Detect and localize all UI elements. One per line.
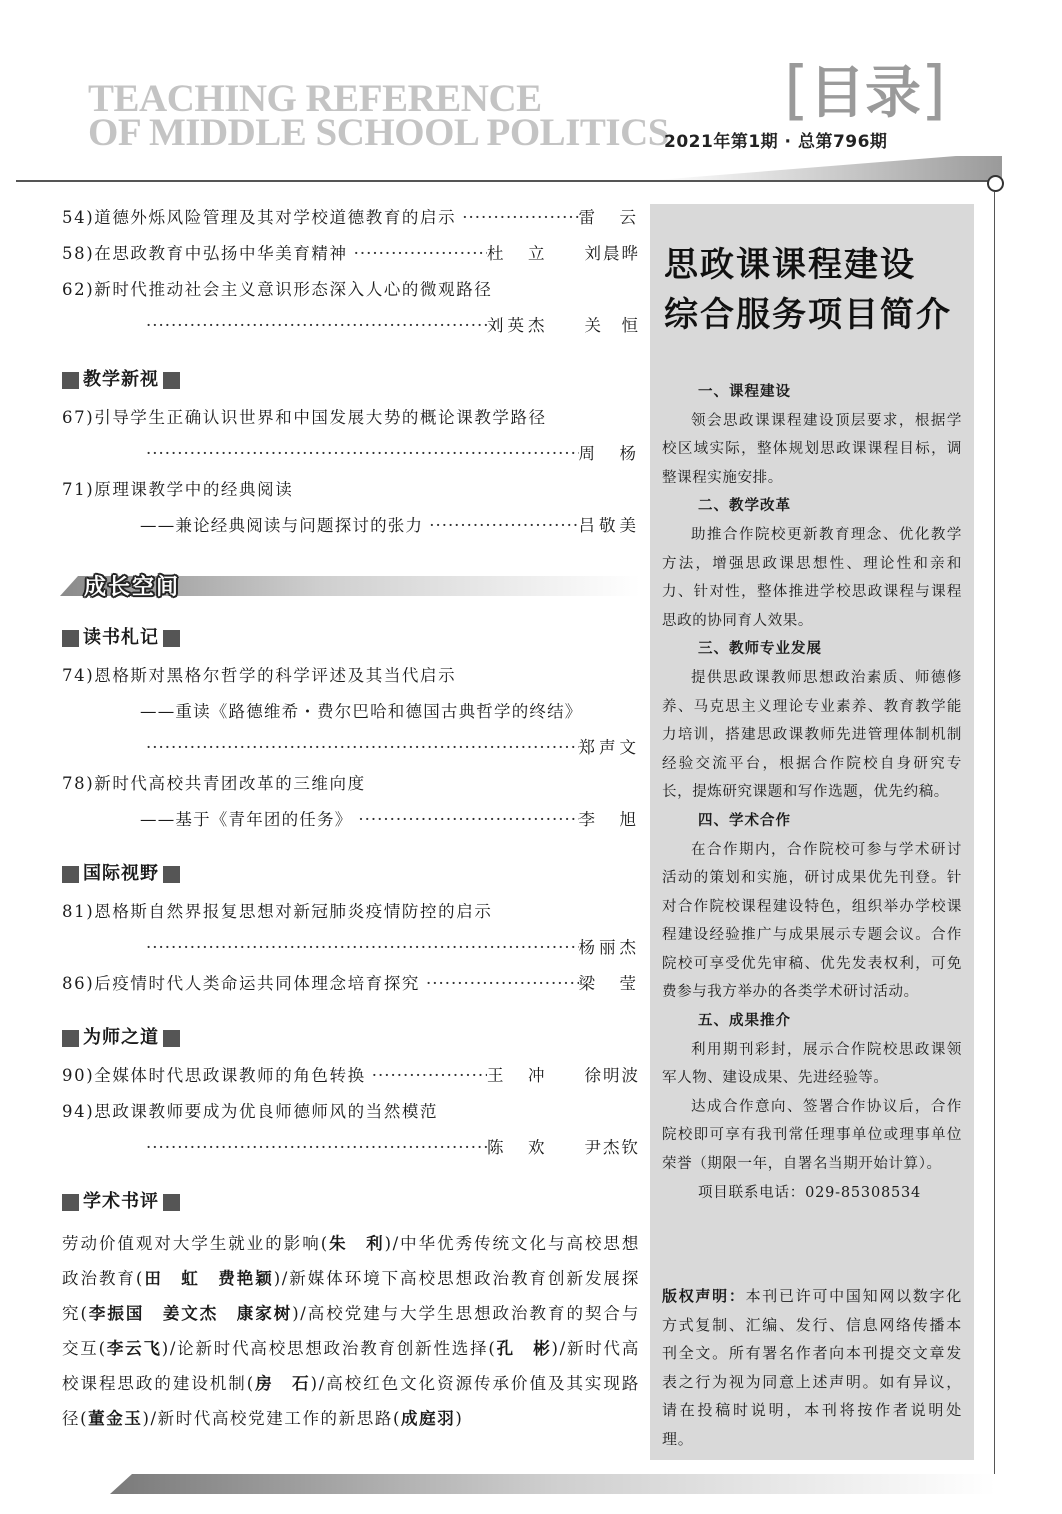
toc-entry[interactable] xyxy=(62,472,640,508)
sidebar-closing-text: 达成合作意向、签署合作协议后，合作院校即可享有我刊常任理事单位或理事单位荣誉（期限一年，自署名当期开始计算）。 xyxy=(662,1098,962,1173)
english-title-line-2: OF MIDDLE SCHOOL POLITICS xyxy=(88,111,669,154)
toc-entry-continuation xyxy=(62,802,640,838)
zone-banner-growth xyxy=(62,560,640,614)
table-of-contents xyxy=(62,200,640,1436)
sidebar-section-heading: 三、教师专业发展 xyxy=(698,641,822,658)
square-bullet-icon xyxy=(62,630,79,647)
toc-entry-continuation xyxy=(62,1130,640,1166)
sidebar-title-line-2: 综合服务项目简介 xyxy=(664,295,952,335)
entry-title: 74)恩格斯对黑格尔哲学的科学评述及其当代启示 xyxy=(62,666,457,685)
toc-entry[interactable] xyxy=(62,236,640,272)
review-author: 成庭羽 xyxy=(401,1409,456,1428)
sidebar-section-text: 利用期刊彩封，展示合作院校思政课领军人物、建设成果、先进经验等。 xyxy=(662,1041,962,1087)
entry-author: 吕敬美 xyxy=(578,516,640,535)
entry-author: 王 冲 xyxy=(487,1066,549,1085)
toc-entry[interactable] xyxy=(62,272,640,308)
entry-title: 58)在思政教育中弘扬中华美育精神 xyxy=(62,244,348,263)
entry-author: 杨丽杰 xyxy=(578,938,640,957)
footer-gradient-bar xyxy=(110,1472,996,1496)
review-title-text: )/高校红色文化资源传承价值及其实现路径( xyxy=(62,1374,640,1428)
entry-subtitle: ——兼论经典阅读与问题探讨的张力 xyxy=(140,516,424,535)
review-title-text: )/新时代高校课程思政的建设机制( xyxy=(62,1339,640,1393)
bracket-left: [ xyxy=(784,54,809,128)
issue-number: 2021年第1期 · 总第796期 xyxy=(664,132,888,152)
toc-entry-continuation xyxy=(62,694,640,730)
header-gradient-bar xyxy=(16,156,1002,182)
leader-dots xyxy=(456,200,578,236)
toc-entry[interactable] xyxy=(62,658,640,694)
section-heading-review: 学术书评 xyxy=(62,1182,640,1222)
copyright-label: 版权声明： xyxy=(662,1287,746,1305)
leader-dots xyxy=(140,436,579,472)
sidebar-section-heading: 五、成果推介 xyxy=(698,1013,791,1030)
entry-author: 杜 立 xyxy=(487,244,549,263)
entry-author-2: 徐明波 xyxy=(584,1066,640,1085)
toc-entry-continuation xyxy=(62,930,640,966)
toc-entry[interactable] xyxy=(62,766,640,802)
entry-author: 刘英杰 xyxy=(487,316,549,335)
sidebar-section-heading: 一、课程建设 xyxy=(698,384,791,400)
review-author: 田 虹 费艳颖 xyxy=(143,1269,274,1288)
leader-dots xyxy=(366,1058,487,1094)
square-bullet-icon xyxy=(62,1194,79,1211)
english-title-line-1: TEACHING REFERENCE xyxy=(88,77,542,120)
square-bullet-icon xyxy=(163,1194,180,1211)
sidebar-section-text: 领会思政课课程建设顶层要求，根据学校区域实际，整体规划思政课课程目标，调整课程实施安排。 xyxy=(662,412,962,486)
zone-title: 成长空间 xyxy=(84,575,181,600)
review-title-text: )/中华优秀传统文化与高校思想政治教育( xyxy=(62,1234,641,1288)
service-intro-sidebar xyxy=(650,204,974,1460)
section-heading-teaching: 教学新视 xyxy=(62,360,640,400)
sidebar-title-line-1: 思政课课程建设 xyxy=(664,245,916,285)
review-title-text: ) xyxy=(455,1409,464,1428)
header-ring-ornament xyxy=(987,175,1004,192)
square-bullet-icon xyxy=(62,372,79,389)
leader-dots xyxy=(140,308,487,344)
entry-title: 71)原理课教学中的经典阅读 xyxy=(62,480,294,499)
section-heading-reading: 读书札记 xyxy=(62,618,640,658)
review-title-text: )/论新时代高校思想政治教育创新性选择( xyxy=(161,1339,497,1358)
sidebar-section-heading: 四、学术合作 xyxy=(698,812,791,829)
square-bullet-icon xyxy=(62,866,79,883)
entry-author: 梁 莹 xyxy=(578,974,640,993)
leader-dots xyxy=(140,730,579,766)
entry-author: 郑声文 xyxy=(578,738,640,757)
review-title-text: )/新媒体环境下高校思想政治教育创新发展探究( xyxy=(62,1269,641,1323)
entry-subtitle: ——重读《路德维希・费尔巴哈和德国古典哲学的终结》 xyxy=(140,702,583,721)
leader-dots xyxy=(423,508,578,544)
review-author: 孔 彬 xyxy=(496,1339,552,1358)
toc-entry[interactable] xyxy=(62,966,640,1002)
entry-author: 周 杨 xyxy=(578,444,640,463)
square-bullet-icon xyxy=(163,372,180,389)
bracket-right: ] xyxy=(920,54,946,128)
entry-author-2: 关 恒 xyxy=(584,316,640,335)
review-title-text: )/高校党建与大学生思想政治教育的契合与交互( xyxy=(62,1304,641,1358)
leader-dots xyxy=(420,966,578,1002)
toc-entry-continuation xyxy=(62,730,640,766)
toc-entry[interactable] xyxy=(62,894,640,930)
square-bullet-icon xyxy=(163,630,180,647)
entry-title: 94)思政课教师要成为优良师德师风的当然模范 xyxy=(62,1102,439,1121)
entry-author-2: 刘晨晔 xyxy=(584,244,640,263)
entry-author: 李 旭 xyxy=(578,810,640,829)
book-review-list xyxy=(62,1226,640,1436)
toc-entry-continuation xyxy=(62,308,640,344)
review-author: 李振国 姜文杰 康家树 xyxy=(88,1304,293,1323)
contact-phone: 项目联系电话：029-85308534 xyxy=(698,1184,922,1201)
toc-title: 目录 xyxy=(808,61,921,126)
square-bullet-icon xyxy=(163,866,180,883)
entry-author: 陈 欢 xyxy=(487,1138,549,1157)
right-vertical-rule xyxy=(994,192,995,1482)
entry-title: 62)新时代推动社会主义意识形态深入人心的微观路径 xyxy=(62,280,493,299)
entry-title: 90)全媒体时代思政课教师的角色转换 xyxy=(62,1066,366,1085)
toc-entry[interactable] xyxy=(62,1094,640,1130)
review-title-text: )/新时代高校党建工作的新思路( xyxy=(142,1409,401,1428)
review-author: 房 石 xyxy=(254,1374,311,1393)
sidebar-body xyxy=(662,378,962,1207)
sidebar-section-text: 在合作期内，合作院校可参与学术研讨活动的策划和实施，研讨成果优先刊登。针对合作院校课程建设特色，组织举办学校课程建设经验推广与成果展示专题会议。合作院校可享受优先审稿、优先发表权利，可免费参与我方举办的各类学术研讨活动。 xyxy=(662,841,962,1001)
entry-author-2: 尹杰钦 xyxy=(584,1138,640,1157)
copyright-notice xyxy=(662,1282,962,1454)
review-title-text: 劳动价值观对大学生就业的影响( xyxy=(62,1234,329,1253)
leader-dots xyxy=(140,930,579,966)
entry-title: 86)后疫情时代人类命运共同体理念培育探究 xyxy=(62,974,421,993)
entry-title: 67)引导学生正确认识世界和中国发展大势的概论课教学路径 xyxy=(62,408,547,427)
entry-title: 81)恩格斯自然界报复思想对新冠肺炎疫情防控的启示 xyxy=(62,902,493,921)
square-bullet-icon xyxy=(163,1030,180,1047)
toc-entry-continuation xyxy=(62,436,640,472)
review-author: 董金玉 xyxy=(88,1409,143,1428)
leader-dots xyxy=(140,1130,487,1166)
review-author: 朱 利 xyxy=(328,1234,385,1253)
section-heading-international: 国际视野 xyxy=(62,854,640,894)
sidebar-section-text: 助推合作院校更新教育理念、优化教学方法，增强思政课思想性、理论性和亲和力、针对性，整体推进学校思政课程与课程思政的协同育人效果。 xyxy=(662,526,962,629)
toc-entry[interactable] xyxy=(62,1058,640,1094)
entry-author: 雷 云 xyxy=(578,208,640,227)
toc-entry[interactable] xyxy=(62,400,640,436)
sidebar-section-text: 提供思政课教师思想政治素质、师德修养、马克思主义理论专业素养、教育教学能力培训，搭建思政课教师先进管理体制机制经验交流平台，根据合作院校自身研究专长，提炼研究课题和写作选题，优先约稿。 xyxy=(662,669,962,801)
review-author: 李云飞 xyxy=(106,1339,162,1358)
sidebar-title xyxy=(664,240,952,340)
square-bullet-icon xyxy=(62,1030,79,1047)
toc-heading xyxy=(784,54,954,128)
copyright-text: 本刊已许可中国知网以数字化方式复制、汇编、发行、信息网络传播本刊全文。所有署名作者向本刊提交文章发表之行为视为同意上述声明。如有异议，请在投稿时说明，本刊将按作者说明处理。 xyxy=(662,1287,962,1448)
entry-title: 54)道德外烁风险管理及其对学校道德教育的启示 xyxy=(62,208,457,227)
toc-entry-continuation xyxy=(62,508,640,544)
sidebar-section-heading: 二、教学改革 xyxy=(698,498,791,515)
section-heading-teacher: 为师之道 xyxy=(62,1018,640,1058)
entry-title: 78)新时代高校共青团改革的三维向度 xyxy=(62,774,366,793)
leader-dots xyxy=(348,236,487,272)
journal-english-title xyxy=(88,77,669,154)
leader-dots xyxy=(352,802,578,838)
toc-entry[interactable] xyxy=(62,200,640,236)
entry-subtitle: ——基于《青年团的任务》 xyxy=(140,810,353,829)
